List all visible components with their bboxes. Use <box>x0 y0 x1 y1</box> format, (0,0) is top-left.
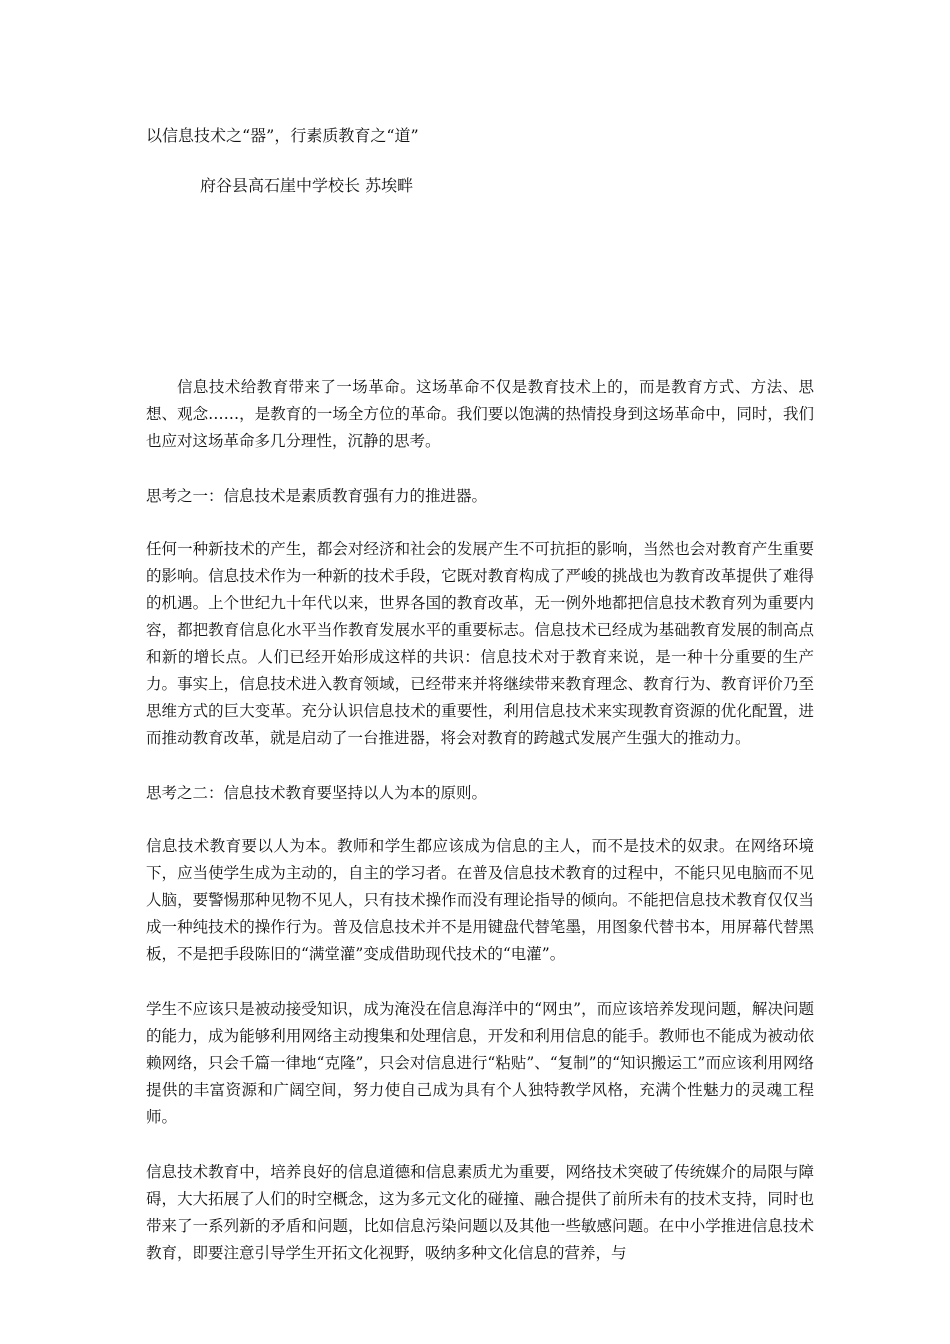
document-title: 以信息技术之“器”，行素质教育之“道” <box>146 126 419 145</box>
body-paragraph-4: 信息技术教育中，培养良好的信息道德和信息素质尤为重要，网络技术突破了传统媒介的局限与障碍，大大拓展了人们的时空概念，这为多元文化的碰撞、融合提供了前所未有的技术支持，同时也带来了一系列新的矛盾和问题，比如信息污染问题以及其他一些敏感问题。在中小学推进信息技术教育，即要注意引导学生开拓文化视野，吸纳多种文化信息的营养，与 <box>146 1163 814 1262</box>
section-heading-1: 思考之一：信息技术是素质教育强有力的推进器。 <box>146 487 488 505</box>
author-line: 府谷县高石崖中学校长 苏埃畔 <box>200 176 414 195</box>
body-paragraph-2: 信息技术教育要以人为本。教师和学生都应该成为信息的主人，而不是技术的奴隶。在网络环境下，应当使学生成为主动的，自主的学习者。在普及信息技术教育的过程中，不能只见电脑而不见人脑，要警惕那种见物不见人，只有技术操作而没有理论指导的倾向。不能把信息技术教育仅仅当成一种纯技术的操作行为。普及信息技术并不是用键盘代替笔墨，用图象代替书本，用屏幕代替黑板，不是把手段陈旧的“满堂灌”变成借助现代技术的“电灌”。 <box>146 837 814 963</box>
document-body <box>146 374 814 1295</box>
section-heading-2: 思考之二：信息技术教育要坚持以人为本的原则。 <box>146 784 488 802</box>
intro-paragraph: 信息技术给教育带来了一场革命。这场革命不仅是教育技术上的，而是教育方式、方法、思想、观念……，是教育的一场全方位的革命。我们要以饱满的热情投身到这场革命中，同时，我们也应对这场革命多几分理性，沉静的思考。 <box>146 378 814 450</box>
body-paragraph-3: 学生不应该只是被动接受知识，成为淹没在信息海洋中的“网虫”，而应该培养发现问题，解决问题的能力，成为能够利用网络主动搜集和处理信息，开发和利用信息的能手。教师也不能成为被动依赖网络，只会千篇一律地“克隆”，只会对信息进行“粘贴”、“复制”的“知识搬运工”而应该利用网络提供的丰富资源和广阔空间，努力使自己成为具有个人独特教学风格，充满个性魅力的灵魂工程师。 <box>146 1000 814 1126</box>
body-paragraph-1: 任何一种新技术的产生，都会对经济和社会的发展产生不可抗拒的影响，当然也会对教育产生重要的影响。信息技术作为一种新的技术手段，它既对教育构成了严峻的挑战也为教育改革提供了难得的机遇。上个世纪九十年代以来，世界各国的教育改革，无一例外地都把信息技术教育列为重要内容，都把教育信息化水平当作教育发展水平的重要标志。信息技术已经成为基础教育发展的制高点和新的增长点。人们已经开始形成这样的共识：信息技术对于教育来说，是一种十分重要的生产力。事实上，信息技术进入教育领域，已经带来并将继续带来教育理念、教育行为、教育评价乃至思维方式的巨大变革。充分认识信息技术的重要性，利用信息技术来实现教育资源的优化配置，进而推动教育改革，就是启动了一台推进器，将会对教育的跨越式发展产生强大的推动力。 <box>146 540 814 747</box>
